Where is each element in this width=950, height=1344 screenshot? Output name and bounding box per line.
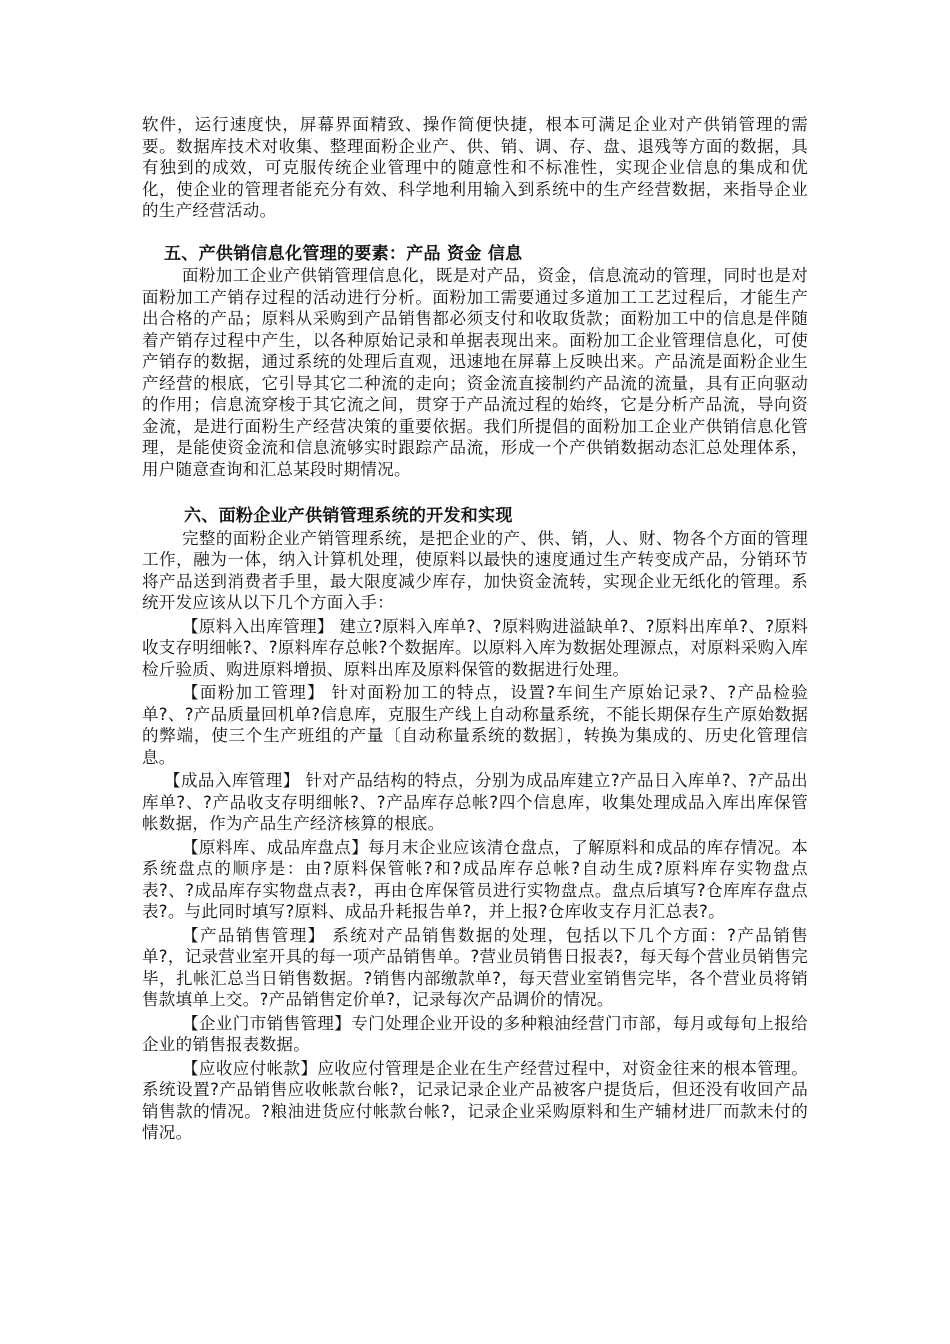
item-raw-material-inout: 【原料入出库管理】 建立?原料入库单?、?原料购进溢缺单?、?原料出库单?、?原料收支存明细帐?、?原料库存总帐?个数据库。以原料入库为数据处理源点，对原料采购入库检斤验质、购进原料增损、原料出库及原料保管的数据进行处理。 [142, 616, 808, 679]
section-5-paragraph: 面粉加工企业产供销管理信息化，既是对产品，资金，信息流动的管理，同时也是对面粉加工产销存过程的活动进行分析。面粉加工需要通过多道加工工艺过程后，才能生产出合格的产品；原料从采购到产品销售都必须支付和收取货款；面粉加工中的信息是伴随着产销存过程中产生，以各种原始记录和单据表现出来。面粉加工企业管理信息化，可使产销存的数据，通过系统的处理后直观，迅速地在屏幕上反映出来。产品流是面粉企业生产经营的根底，它引导其它二种流的走向；资金流直接制约产品流的流量，具有正向驱动的作用；信息流穿梭于其它流之间，贯穿于产品流过程的始终，它是分析产品流，导向资金流，是进行面粉生产经营决策的重要依据。我们所提倡的面粉加工企业产供销信息化管理，是能使资金流和信息流够实时跟踪产品流，形成一个产供销数据动态汇总处理体系，用户随意查询和汇总某段时期情况。 [142, 266, 808, 479]
intro-paragraph: 软件，运行速度快，屏幕界面精致、操作简便快捷，根本可满足企业对产供销管理的需要。数据库技术对收集、整理面粉企业产、供、销、调、存、盘、退残等方面的数据，具有独到的成效，可克服传统企业管理中的随意性和不标准性，实现企业信息的集成和优化，使企业的管理者能充分有效、科学地利用输入到系统中的生产经营数据，来指导企业的生产经营活动。 [142, 115, 808, 220]
item-retail-store-sales: 【企业门市销售管理】专门处理企业开设的多种粮油经营门市部，每月或每旬上报给企业的销售报表数据。 [142, 1013, 808, 1054]
item-product-sales: 【产品销售管理】 系统对产品销售数据的处理，包括以下几个方面：?产品销售单?，记录营业室开具的每一项产品销售单。?营业员销售日报表?，每天每个营业员销售完毕，扎帐汇总当日销售数据。?销售内部缴款单?，每天营业室销售完毕，各个营业员将销售款填单上交。?产品销售定价单?，记录每次产品调价的情况。 [142, 925, 808, 1009]
item-flour-processing: 【面粉加工管理】 针对面粉加工的特点，设置?车间生产原始记录?、?产品检验单?、?产品质量回机单?信息库，克服生产线上自动称量系统，不能长期保存生产原始数据的弊端，使三个生产班组的产量〔自动称量系统的数据〕，转换为集成的、历史化管理信息。 [142, 683, 808, 767]
item-finished-goods-inbound: 【成品入库管理】 针对产品结构的特点，分别为成品库建立?产品日入库单?、?产品出库单?、?产品收支存明细帐?、?产品库存总帐?四个信息库，收集处理成品入库出库保管帐数据，作为产品生产经济核算的根底。 [142, 771, 808, 833]
section-5-heading: 五、产供销信息化管理的要素：产品 资金 信息 [164, 243, 523, 264]
item-receivables-payables: 【应收应付帐款】应收应付管理是企业在生产经营过程中，对资金往来的根本管理。系统设置?产品销售应收帐款台帐?，记录记录企业产品被客户提货后，但还没有收回产品销售款的情况。?粮油进货应付帐款台帐?，记录企业采购原料和生产辅材进厂而款未付的情况。 [142, 1058, 808, 1142]
item-inventory-count: 【原料库、成品库盘点】每月末企业应该清仓盘点，了解原料和成品的库存情况。本系统盘点的顺序是：由?原料保管帐?和?成品库存总帐?自动生成?原料库存实物盘点表?、?成品库存实物盘点表?，再由仓库保管员进行实物盘点。盘点后填写?仓库库存盘点表?。与此同时填写?原料、成品升耗报告单?，并上报?仓库收支存月汇总表?。 [142, 837, 808, 921]
section-6-heading: 六、面粉企业产供销管理系统的开发和实现 [184, 506, 513, 526]
section-6-paragraph: 完整的面粉企业产销管理系统，是把企业的产、供、销，人、财、物各个方面的管理工作，融为一体，纳入计算机处理，使原料以最快的速度通过生产转变成产品，分销环节将产品送到消费者手里，最大限度减少库存，加快资金流转，实现企业无纸化的管理。系统开发应该从以下几个方面入手： [142, 528, 808, 612]
document-page [142, 114, 808, 1144]
